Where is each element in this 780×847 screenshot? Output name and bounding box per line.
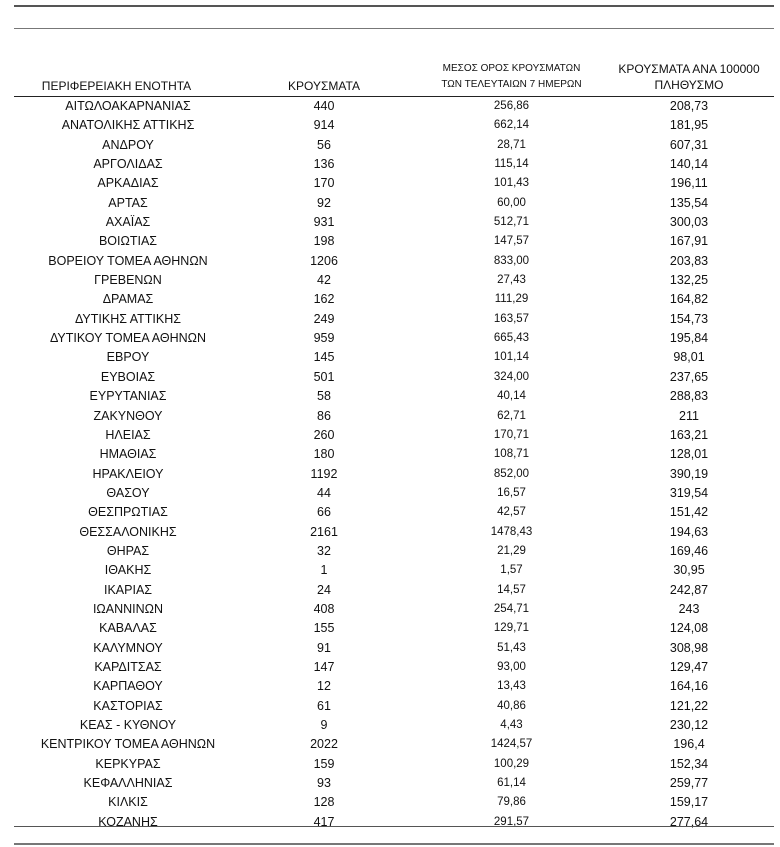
region-name-cell: ΚΕΝΤΡΙΚΟΥ ΤΟΜΕΑ ΑΘΗΝΩΝ bbox=[40, 737, 216, 752]
table-row bbox=[14, 755, 774, 774]
cases-cell: 44 bbox=[317, 485, 331, 500]
table-row bbox=[14, 368, 774, 387]
region-name-cell: ΚΑΛΥΜΝΟΥ bbox=[93, 640, 163, 655]
per-100k-cell: 607,31 bbox=[669, 137, 709, 152]
avg-7-days-cell: 254,71 bbox=[493, 602, 530, 615]
per-100k-cell: 132,25 bbox=[669, 273, 709, 288]
avg-7-days-cell: 324,00 bbox=[493, 370, 530, 383]
cases-cell: 2161 bbox=[310, 524, 338, 539]
cases-cell: 440 bbox=[313, 99, 335, 113]
region-name-cell: ΚΟΖΑΝΗΣ bbox=[98, 814, 158, 829]
cases-cell: 32 bbox=[317, 543, 331, 558]
region-name-cell: ΚΕΦΑΛΛΗΝΙΑΣ bbox=[83, 776, 173, 791]
avg-7-days-cell: 40,14 bbox=[497, 390, 526, 403]
header-avg-line1: ΜΕΣΟΣ ΟΡΟΣ ΚΡΟΥΣΜΑΤΩΝ bbox=[442, 63, 581, 74]
cases-cell: 931 bbox=[313, 215, 335, 230]
region-name-cell: ΗΛΕΙΑΣ bbox=[105, 427, 151, 442]
avg-7-days-cell: 833,00 bbox=[493, 254, 530, 267]
table-row bbox=[14, 194, 774, 213]
table-row bbox=[14, 232, 774, 251]
per-100k-cell: 211 bbox=[679, 408, 699, 423]
cases-cell: 12 bbox=[317, 679, 331, 694]
cases-cell: 417 bbox=[313, 814, 335, 829]
header-region: ΠΕΡΙΦΕΡΕΙΑΚΗ ΕΝΟΤΗΤΑ bbox=[41, 79, 192, 93]
table-row bbox=[14, 97, 774, 116]
per-100k-cell: 196,4 bbox=[673, 737, 705, 752]
cases-cell: 170 bbox=[313, 176, 335, 191]
cases-cell: 93 bbox=[317, 776, 331, 791]
header-cases: ΚΡΟΥΣΜΑΤΑ bbox=[288, 79, 360, 93]
region-name-cell: ΖΑΚΥΝΘΟΥ bbox=[93, 408, 163, 423]
per-100k-cell: 164,82 bbox=[669, 292, 709, 307]
region-name-cell: ΚΑΡΠΑΘΟΥ bbox=[93, 679, 163, 694]
per-100k-cell: 129,47 bbox=[669, 659, 709, 674]
avg-7-days-cell: 1478,43 bbox=[490, 525, 533, 538]
region-name-cell: ΕΥΒΟΙΑΣ bbox=[100, 369, 156, 384]
per-100k-cell: 194,63 bbox=[669, 524, 709, 539]
region-name-cell: ΗΡΑΚΛΕΙΟΥ bbox=[92, 466, 164, 481]
table-body bbox=[14, 97, 774, 832]
per-100k-cell: 135,54 bbox=[669, 195, 709, 210]
region-name-cell: ΙΚΑΡΙΑΣ bbox=[103, 582, 153, 597]
table-row bbox=[14, 677, 774, 696]
per-100k-cell: 390,19 bbox=[669, 466, 709, 481]
table-row bbox=[14, 426, 774, 445]
per-100k-cell: 195,84 bbox=[669, 331, 709, 346]
header-per-line1: ΚΡΟΥΣΜΑΤΑ ΑΝΑ 100000 bbox=[618, 62, 760, 76]
region-name-cell: ΔΥΤΙΚΗΣ ΑΤΤΙΚΗΣ bbox=[75, 311, 181, 326]
cases-cell: 2022 bbox=[310, 737, 338, 752]
per-100k-cell: 308,98 bbox=[669, 640, 709, 655]
cases-cell: 162 bbox=[313, 292, 335, 307]
avg-7-days-cell: 256,86 bbox=[493, 100, 530, 112]
table-row bbox=[14, 213, 774, 232]
region-name-cell: ΑΙΤΩΛΟΑΚΑΡΝΑΝΙΑΣ bbox=[65, 99, 191, 113]
table-row bbox=[14, 735, 774, 754]
table-row bbox=[14, 793, 774, 812]
table-row bbox=[14, 348, 774, 367]
per-100k-cell: 152,34 bbox=[669, 756, 709, 771]
region-name-cell: ΒΟΙΩΤΙΑΣ bbox=[98, 234, 158, 249]
avg-7-days-cell: 852,00 bbox=[493, 467, 530, 480]
cases-cell: 501 bbox=[313, 369, 335, 384]
table-row bbox=[14, 639, 774, 658]
region-name-cell: ΚΕΑΣ - ΚΥΘΝΟΥ bbox=[79, 718, 177, 732]
cases-cell: 249 bbox=[313, 311, 335, 326]
region-name-cell: ΙΩΑΝΝΙΝΩΝ bbox=[92, 601, 164, 616]
cases-cell: 128 bbox=[313, 795, 335, 810]
avg-7-days-cell: 13,43 bbox=[497, 680, 526, 693]
avg-7-days-cell: 163,57 bbox=[493, 312, 530, 325]
cases-cell: 408 bbox=[313, 601, 335, 616]
region-name-cell: ΚΕΡΚΥΡΑΣ bbox=[95, 756, 161, 771]
avg-7-days-cell: 1,57 bbox=[500, 564, 523, 577]
table-row bbox=[14, 310, 774, 329]
per-100k-cell: 196,11 bbox=[670, 176, 708, 191]
cases-cell: 155 bbox=[313, 621, 335, 636]
table-row bbox=[14, 484, 774, 503]
cases-cell: 92 bbox=[317, 195, 331, 210]
region-name-cell: ΕΒΡΟΥ bbox=[106, 350, 150, 365]
region-name-cell: ΑΡΓΟΛΙΔΑΣ bbox=[93, 157, 163, 172]
table-row bbox=[14, 542, 774, 561]
avg-7-days-cell: 93,00 bbox=[497, 660, 526, 673]
table-row bbox=[14, 387, 774, 406]
per-100k-cell: 259,77 bbox=[669, 776, 709, 791]
per-100k-cell: 319,54 bbox=[669, 485, 709, 500]
avg-7-days-cell: 60,00 bbox=[497, 196, 526, 209]
table-row bbox=[14, 619, 774, 638]
per-100k-cell: 169,46 bbox=[669, 543, 709, 558]
header-per-100k bbox=[594, 61, 780, 93]
table-row bbox=[14, 813, 774, 832]
avg-7-days-cell: 42,57 bbox=[497, 506, 526, 519]
avg-7-days-cell: 62,71 bbox=[497, 409, 526, 422]
region-name-cell: ΑΝΔΡΟΥ bbox=[102, 137, 154, 152]
table-row bbox=[14, 503, 774, 522]
cases-cell: 86 bbox=[317, 408, 331, 423]
avg-7-days-cell: 27,43 bbox=[497, 274, 526, 287]
per-100k-cell: 159,17 bbox=[669, 795, 709, 810]
region-name-cell: ΑΡΤΑΣ bbox=[108, 195, 148, 210]
table-row bbox=[14, 290, 774, 309]
region-name-cell: ΙΘΑΚΗΣ bbox=[104, 563, 152, 578]
per-100k-cell: 277,64 bbox=[669, 814, 709, 829]
per-100k-cell: 154,73 bbox=[669, 311, 709, 326]
avg-7-days-cell: 21,29 bbox=[497, 544, 526, 557]
avg-7-days-cell: 79,86 bbox=[497, 796, 526, 809]
cases-cell: 1 bbox=[320, 563, 328, 578]
per-100k-cell: 128,01 bbox=[669, 447, 709, 462]
per-100k-cell: 230,12 bbox=[669, 718, 709, 732]
cases-cell: 145 bbox=[313, 350, 335, 365]
per-100k-cell: 237,65 bbox=[669, 369, 709, 384]
avg-7-days-cell: 170,71 bbox=[493, 428, 530, 441]
region-name-cell: ΘΗΡΑΣ bbox=[106, 543, 150, 558]
top-rule-secondary bbox=[14, 28, 774, 29]
region-name-cell: ΑΡΚΑΔΙΑΣ bbox=[97, 176, 159, 191]
avg-7-days-cell: 129,71 bbox=[493, 622, 530, 635]
table-row bbox=[14, 252, 774, 271]
per-100k-cell: 288,83 bbox=[669, 389, 709, 404]
cases-cell: 159 bbox=[313, 756, 335, 771]
cases-cell: 1206 bbox=[310, 253, 338, 268]
bottom-rule-secondary bbox=[14, 843, 774, 845]
cases-cell: 914 bbox=[313, 118, 335, 133]
cases-cell: 66 bbox=[317, 505, 331, 520]
cases-cell: 24 bbox=[317, 582, 331, 597]
region-name-cell: ΘΕΣΣΑΛΟΝΙΚΗΣ bbox=[79, 524, 177, 539]
region-name-cell: ΘΑΣΟΥ bbox=[106, 485, 150, 500]
table-header bbox=[14, 55, 774, 95]
avg-7-days-cell: 111,29 bbox=[494, 293, 529, 306]
table-row bbox=[14, 136, 774, 155]
header-avg-line2: ΤΩΝ ΤΕΛΕΥΤΑΙΩΝ 7 ΗΜΕΡΩΝ bbox=[441, 79, 582, 90]
table-row bbox=[14, 116, 774, 135]
table-row bbox=[14, 271, 774, 290]
per-100k-cell: 208,73 bbox=[669, 99, 709, 113]
cases-cell: 136 bbox=[313, 157, 335, 172]
region-name-cell: ΚΙΛΚΙΣ bbox=[108, 795, 148, 810]
per-100k-cell: 164,16 bbox=[669, 679, 709, 694]
avg-7-days-cell: 147,57 bbox=[493, 235, 530, 248]
per-100k-cell: 167,91 bbox=[669, 234, 709, 249]
per-100k-cell: 30,95 bbox=[673, 563, 705, 578]
region-name-cell: ΔΡΑΜΑΣ bbox=[102, 292, 154, 307]
bottom-rule bbox=[14, 826, 774, 827]
avg-7-days-cell: 61,14 bbox=[497, 777, 526, 790]
table-row bbox=[14, 407, 774, 426]
cases-cell: 9 bbox=[320, 718, 328, 732]
table-row bbox=[14, 600, 774, 619]
avg-7-days-cell: 16,57 bbox=[497, 486, 526, 499]
avg-7-days-cell: 101,14 bbox=[493, 351, 530, 364]
per-100k-cell: 121,22 bbox=[669, 698, 709, 713]
region-name-cell: ΚΑΡΔΙΤΣΑΣ bbox=[94, 659, 162, 674]
cases-cell: 42 bbox=[317, 273, 331, 288]
table-row bbox=[14, 697, 774, 716]
avg-7-days-cell: 115,14 bbox=[494, 158, 529, 171]
cases-cell: 1192 bbox=[310, 466, 338, 481]
avg-7-days-cell: 291,57 bbox=[493, 815, 530, 828]
table-row bbox=[14, 716, 774, 735]
region-name-cell: ΚΑΒΑΛΑΣ bbox=[99, 621, 157, 636]
per-100k-cell: 98,01 bbox=[673, 350, 705, 365]
region-name-cell: ΑΝΑΤΟΛΙΚΗΣ ΑΤΤΙΚΗΣ bbox=[61, 118, 195, 133]
avg-7-days-cell: 665,43 bbox=[493, 332, 530, 345]
cases-cell: 959 bbox=[313, 331, 335, 346]
per-100k-cell: 242,87 bbox=[669, 582, 709, 597]
cases-cell: 198 bbox=[313, 234, 335, 249]
avg-7-days-cell: 28,71 bbox=[497, 138, 526, 151]
per-100k-cell: 300,03 bbox=[669, 215, 709, 230]
table-row bbox=[14, 465, 774, 484]
avg-7-days-cell: 51,43 bbox=[497, 641, 526, 654]
region-name-cell: ΒΟΡΕΙΟΥ ΤΟΜΕΑ ΑΘΗΝΩΝ bbox=[48, 253, 208, 268]
table-row bbox=[14, 174, 774, 193]
avg-7-days-cell: 662,14 bbox=[493, 119, 530, 132]
table-row bbox=[14, 329, 774, 348]
top-rule bbox=[14, 5, 774, 7]
per-100k-cell: 181,95 bbox=[669, 118, 709, 133]
region-name-cell: ΕΥΡΥΤΑΝΙΑΣ bbox=[89, 389, 167, 404]
table-row bbox=[14, 581, 774, 600]
avg-7-days-cell: 100,29 bbox=[493, 757, 530, 770]
cases-cell: 56 bbox=[317, 137, 331, 152]
header-avg-7-days bbox=[414, 61, 609, 93]
table-row bbox=[14, 523, 774, 542]
region-name-cell: ΚΑΣΤΟΡΙΑΣ bbox=[93, 698, 163, 713]
table-row bbox=[14, 774, 774, 793]
region-name-cell: ΔΥΤΙΚΟΥ ΤΟΜΕΑ ΑΘΗΝΩΝ bbox=[49, 331, 207, 346]
region-name-cell: ΗΜΑΘΙΑΣ bbox=[99, 447, 157, 462]
per-100k-cell: 203,83 bbox=[669, 253, 709, 268]
table-row bbox=[14, 561, 774, 580]
region-name-cell: ΘΕΣΠΡΩΤΙΑΣ bbox=[88, 505, 168, 520]
table-row bbox=[14, 155, 774, 174]
cases-cell: 61 bbox=[317, 698, 331, 713]
region-name-cell: ΓΡΕΒΕΝΩΝ bbox=[94, 273, 162, 288]
avg-7-days-cell: 4,43 bbox=[500, 719, 523, 731]
cases-cell: 58 bbox=[317, 389, 331, 404]
header-per-line2: ΠΛΗΘΥΣΜΟ bbox=[654, 78, 724, 92]
table-row bbox=[14, 658, 774, 677]
per-100k-cell: 243 bbox=[678, 601, 700, 616]
avg-7-days-cell: 101,43 bbox=[493, 177, 530, 190]
cases-cell: 260 bbox=[313, 427, 335, 442]
avg-7-days-cell: 512,71 bbox=[493, 216, 530, 229]
avg-7-days-cell: 1424,57 bbox=[490, 738, 533, 751]
per-100k-cell: 140,14 bbox=[669, 157, 709, 172]
table-row bbox=[14, 445, 774, 464]
avg-7-days-cell: 108,71 bbox=[493, 448, 530, 461]
region-name-cell: ΑΧΑΪΑΣ bbox=[105, 215, 151, 230]
per-100k-cell: 151,42 bbox=[669, 505, 709, 520]
cases-cell: 91 bbox=[317, 640, 331, 655]
cases-cell: 180 bbox=[313, 447, 335, 462]
per-100k-cell: 163,21 bbox=[669, 427, 709, 442]
avg-7-days-cell: 40,86 bbox=[497, 699, 526, 712]
per-100k-cell: 124,08 bbox=[669, 621, 709, 636]
avg-7-days-cell: 14,57 bbox=[497, 583, 526, 596]
cases-cell: 147 bbox=[313, 659, 335, 674]
